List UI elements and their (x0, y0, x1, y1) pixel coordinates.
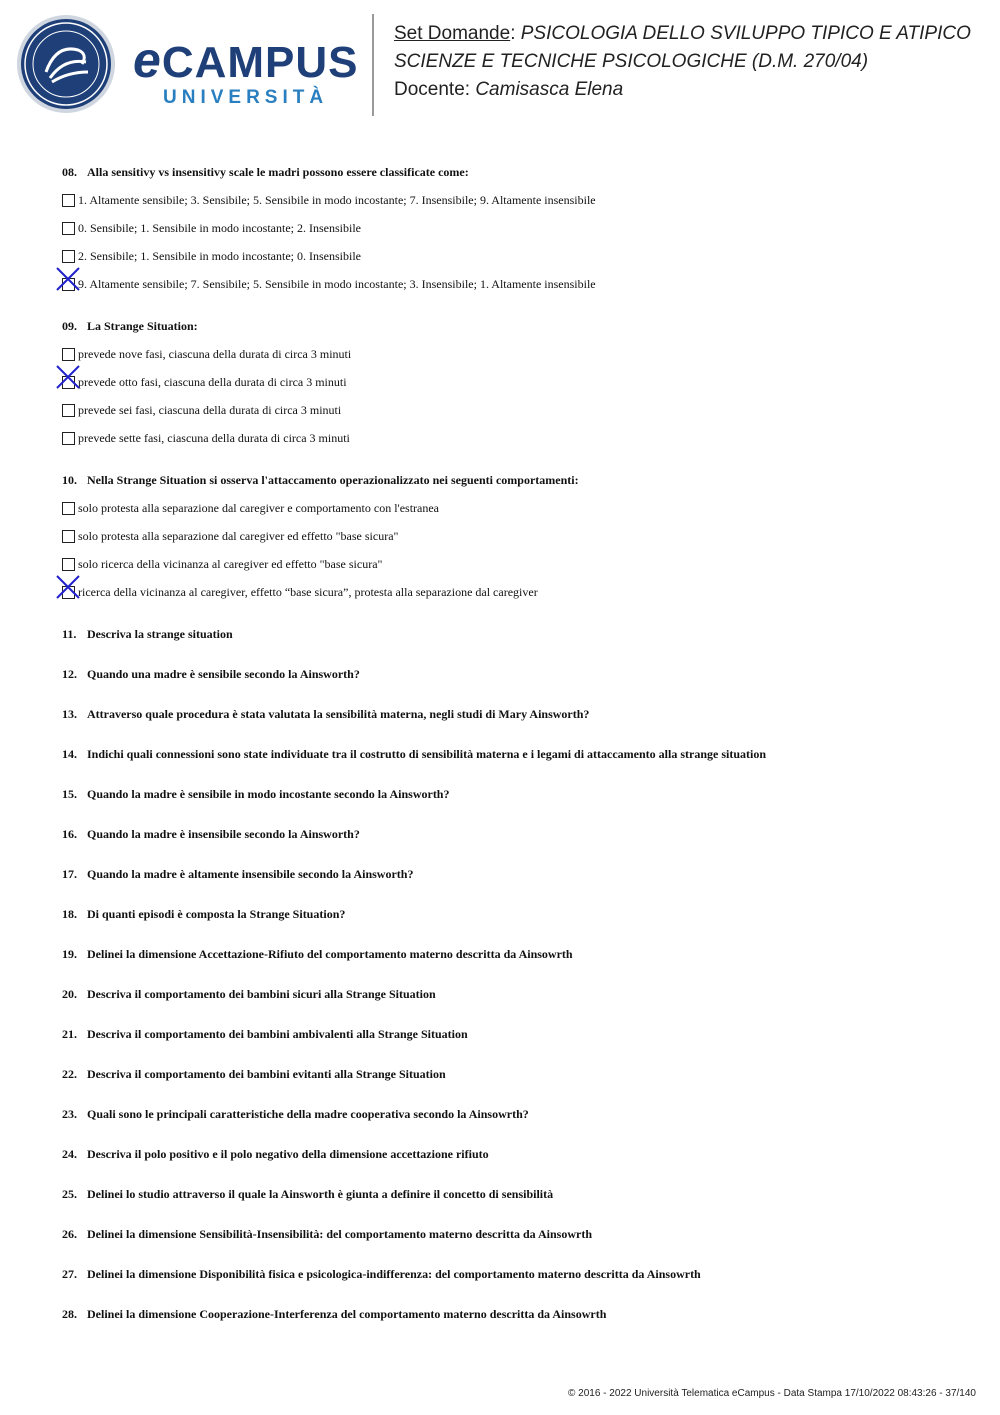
answer-checkbox[interactable] (62, 558, 75, 571)
question-title (62, 824, 962, 844)
question-title (62, 162, 962, 182)
brand-logo (133, 32, 359, 109)
question-text: Di quanti episodi è composta la Strange Situation? (87, 907, 346, 921)
selected-x-mark-icon (55, 266, 81, 292)
answer-text: 0. Sensibile; 1. Sensibile in modo incostante; 2. Insensibile (78, 221, 361, 235)
question-number: 27. (62, 1267, 77, 1281)
open-question (62, 784, 962, 824)
question-title (62, 624, 962, 644)
answer-checkbox[interactable] (62, 404, 75, 417)
question-title (62, 864, 962, 884)
answer-option[interactable] (62, 372, 962, 400)
question-title (62, 1264, 962, 1284)
question-text: Attraverso quale procedura è stata valutata la sensibilità materna, negli studi di Mary Ainsworth? (87, 707, 590, 721)
question-title (62, 984, 962, 1004)
open-question (62, 1304, 962, 1344)
open-question (62, 624, 962, 664)
answer-text: ricerca della vicinanza al caregiver, effetto “base sicura”, protesta alla separazione dal caregiver (78, 585, 538, 599)
open-question (62, 1024, 962, 1064)
set-label: Set Domande (394, 23, 511, 44)
question-title (62, 470, 962, 490)
question-text: Delinei la dimensione Sensibilità-Insensibilità: del comportamento materno descritta da Ainsowrth (87, 1227, 592, 1241)
course-title: PSICOLOGIA DELLO SVILUPPO TIPICO E ATIPICO (520, 23, 971, 44)
degree-line (394, 48, 971, 76)
open-questions-section (62, 624, 962, 1344)
answer-text: prevede otto fasi, ciascuna della durata di circa 3 minuti (78, 375, 347, 389)
question-block (62, 316, 962, 344)
answer-text: prevede sei fasi, ciascuna della durata di circa 3 minuti (78, 403, 342, 417)
teacher-label: Docente: (394, 79, 476, 100)
open-question (62, 824, 962, 864)
answer-option[interactable] (62, 218, 962, 246)
spacer (62, 610, 962, 624)
answer-checkbox[interactable] (62, 194, 75, 207)
open-question (62, 744, 962, 784)
question-text: Quali sono le principali caratteristiche della madre cooperativa secondo la Ainsowrth? (87, 1107, 529, 1121)
question-number: 11. (62, 627, 77, 641)
answer-text: solo protesta alla separazione dal caregiver e comportamento con l'estranea (78, 501, 439, 515)
question-text: Descriva il polo positivo e il polo negativo della dimensione accettazione rifiuto (87, 1147, 489, 1161)
question-text: Alla sensitivy vs insensitivy scale le madri possono essere classificate come: (87, 165, 469, 179)
question-title (62, 944, 962, 964)
open-question (62, 1144, 962, 1184)
question-title (62, 1144, 962, 1164)
answer-option[interactable] (62, 526, 962, 554)
question-title (62, 704, 962, 724)
question-number: 22. (62, 1067, 77, 1081)
answer-text: prevede nove fasi, ciascuna della durata di circa 3 minuti (78, 347, 352, 361)
answer-option[interactable] (62, 246, 962, 274)
question-title (62, 316, 962, 336)
answer-option[interactable] (62, 344, 962, 372)
answer-text: 2. Sensibile; 1. Sensibile in modo incostante; 0. Insensibile (78, 249, 361, 263)
question-number: 08. (62, 165, 77, 179)
open-question (62, 1064, 962, 1104)
question-block (62, 470, 962, 498)
question-number: 09. (62, 319, 77, 333)
question-number: 20. (62, 987, 77, 1001)
teacher-line (394, 76, 971, 104)
question-block (62, 162, 962, 190)
question-number: 21. (62, 1027, 77, 1041)
answer-option[interactable] (62, 274, 962, 302)
spacer (62, 302, 962, 316)
question-text: Delinei lo studio attraverso il quale la Ainsworth è giunta a definire il concetto di sensibilità (87, 1187, 554, 1201)
question-title (62, 664, 962, 684)
answer-text: prevede sette fasi, ciascuna della durata di circa 3 minuti (78, 431, 350, 445)
question-text: Delinei la dimensione Disponibilità fisica e psicologica-indifferenza: del comportamento materno descritta da Ainsowrth (87, 1267, 701, 1281)
question-title (62, 744, 962, 764)
course-info (394, 20, 971, 104)
answer-text: 1. Altamente sensibile; 3. Sensibile; 5. Sensibile in modo incostante; 7. Insensibile; 9. Altamente insensibile (78, 193, 596, 207)
open-question (62, 984, 962, 1024)
question-number: 25. (62, 1187, 77, 1201)
answer-checkbox[interactable] (62, 530, 75, 543)
page-footer: © 2016 - 2022 Università Telematica eCampus - Data Stampa 17/10/2022 08:43:26 - 37/140 (568, 1388, 976, 1399)
question-text: Descriva la strange situation (87, 627, 233, 641)
question-number: 23. (62, 1107, 77, 1121)
selected-x-mark-icon (55, 574, 81, 600)
set-separator: : (510, 23, 521, 44)
question-list (62, 162, 962, 1344)
open-question (62, 904, 962, 944)
question-text: Quando una madre è sensibile secondo la Ainsworth? (87, 667, 360, 681)
selected-x-mark-icon (55, 364, 81, 390)
brand-rest: CAMPUS (161, 38, 359, 87)
question-number: 24. (62, 1147, 77, 1161)
question-text: La Strange Situation: (87, 319, 198, 333)
question-number: 15. (62, 787, 77, 801)
brand-e: e (133, 32, 162, 88)
multiple-choice-section (62, 162, 962, 624)
open-question (62, 664, 962, 704)
answer-checkbox[interactable] (62, 502, 75, 515)
answer-text: solo protesta alla separazione dal caregiver ed effetto "base sicura" (78, 529, 399, 543)
question-title (62, 1064, 962, 1084)
answer-checkbox[interactable] (62, 432, 75, 445)
university-seal-logo (16, 14, 116, 114)
question-text: Quando la madre è sensibile in modo incostante secondo la Ainsworth? (87, 787, 450, 801)
question-number: 10. (62, 473, 77, 487)
answer-option[interactable] (62, 190, 962, 218)
open-question (62, 1224, 962, 1264)
question-text: Descriva il comportamento dei bambini ambivalenti alla Strange Situation (87, 1027, 468, 1041)
question-text: Quando la madre è insensibile secondo la Ainsworth? (87, 827, 360, 841)
question-text: Descriva il comportamento dei bambini evitanti alla Strange Situation (87, 1067, 446, 1081)
answer-checkbox[interactable] (62, 222, 75, 235)
open-question (62, 1264, 962, 1304)
question-number: 28. (62, 1307, 77, 1321)
answer-checkbox[interactable] (62, 250, 75, 263)
question-title (62, 1104, 962, 1124)
question-title (62, 1224, 962, 1244)
question-number: 18. (62, 907, 77, 921)
answer-option[interactable] (62, 400, 962, 428)
question-number: 12. (62, 667, 77, 681)
question-number: 16. (62, 827, 77, 841)
answer-checkbox[interactable] (62, 348, 75, 361)
question-text: Delinei la dimensione Cooperazione-Interferenza del comportamento materno descritta da Ainsowrth (87, 1307, 607, 1321)
answer-option[interactable] (62, 498, 962, 526)
question-title (62, 1304, 962, 1324)
teacher-name: Camisasca Elena (475, 79, 624, 100)
answer-option[interactable] (62, 428, 962, 456)
question-number: 19. (62, 947, 77, 961)
brand-name (133, 32, 359, 88)
question-number: 17. (62, 867, 77, 881)
open-question (62, 864, 962, 904)
degree-title: SCIENZE E TECNICHE PSICOLOGICHE (D.M. 270/04) (394, 51, 869, 72)
question-text: Indichi quali connessioni sono state individuate tra il costrutto di sensibilità materna e i legami di attaccamento alla strange situation (87, 747, 767, 761)
question-title (62, 784, 962, 804)
open-question (62, 704, 962, 744)
answer-text: solo ricerca della vicinanza al caregiver ed effetto "base sicura" (78, 557, 383, 571)
answer-option[interactable] (62, 582, 962, 610)
answer-option[interactable] (62, 554, 962, 582)
open-question (62, 1104, 962, 1144)
question-number: 13. (62, 707, 77, 721)
question-text: Nella Strange Situation si osserva l'attaccamento operazionalizzato nei seguenti comportamenti: (87, 473, 579, 487)
open-question (62, 1184, 962, 1224)
question-title (62, 1184, 962, 1204)
header-divider (372, 14, 374, 116)
page-header (0, 0, 1000, 130)
question-text: Delinei la dimensione Accettazione-Rifiuto del comportamento materno descritta da Ainsowrth (87, 947, 573, 961)
question-text: Quando la madre è altamente insensibile secondo la Ainsworth? (87, 867, 414, 881)
question-number: 26. (62, 1227, 77, 1241)
question-title (62, 1024, 962, 1044)
spacer (62, 456, 962, 470)
question-title (62, 904, 962, 924)
answer-text: 9. Altamente sensibile; 7. Sensibile; 5. Sensibile in modo incostante; 3. Insensibile; 1. Altamente insensibile (78, 277, 596, 291)
course-line (394, 20, 971, 48)
question-number: 14. (62, 747, 77, 761)
open-question (62, 944, 962, 984)
brand-subtitle: UNIVERSITÀ (163, 87, 329, 108)
question-text: Descriva il comportamento dei bambini sicuri alla Strange Situation (87, 987, 436, 1001)
